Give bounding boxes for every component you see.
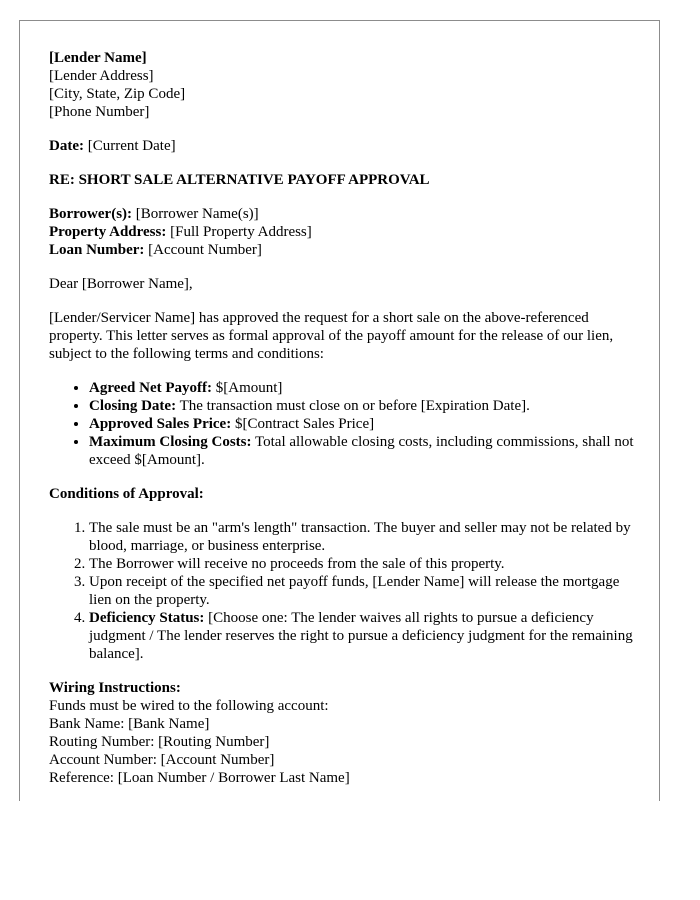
lender-address: [Lender Address]	[49, 68, 154, 84]
term-label: Closing Date:	[89, 398, 177, 414]
terms-list-item	[89, 415, 634, 433]
wiring-bank-name: Bank Name: [Bank Name]	[49, 716, 210, 732]
wiring-routing-number: Routing Number: [Routing Number]	[49, 734, 270, 750]
wiring-block	[49, 679, 634, 787]
term-text: $[Contract Sales Price]	[234, 416, 375, 432]
wiring-reference: Reference: [Loan Number / Borrower Last Name]	[49, 770, 350, 786]
terms-list	[49, 379, 634, 469]
condition-item	[89, 609, 634, 663]
conditions-list	[49, 519, 634, 663]
subject-text: RE: SHORT SALE ALTERNATIVE PAYOFF APPROVAL	[49, 172, 430, 188]
loan-number-label: Loan Number:	[49, 242, 145, 258]
loan-info-block	[49, 205, 634, 259]
date-label: Date:	[49, 138, 84, 154]
term-text: Total allowable closing costs, including commissions, shall not exceed $[Amount].	[89, 434, 634, 468]
term-text: The transaction must close on or before [Expiration Date].	[179, 398, 530, 414]
condition-text: The sale must be an "arm's length" transaction. The buyer and seller may not be related by blood, marriage, or business enterprise.	[89, 520, 631, 554]
letter-content	[49, 49, 634, 787]
lender-block	[49, 49, 634, 121]
salutation: Dear [Borrower Name],	[49, 276, 193, 292]
borrower-value: [Borrower Name(s)]	[135, 206, 259, 222]
condition-label: Deficiency Status:	[89, 610, 205, 626]
condition-text: The Borrower will receive no proceeds from the sale of this property.	[89, 556, 505, 572]
lender-phone: [Phone Number]	[49, 104, 150, 120]
date-line	[49, 137, 634, 155]
condition-item	[89, 519, 634, 555]
lender-name: [Lender Name]	[49, 50, 147, 66]
terms-list-item	[89, 379, 634, 397]
term-text: $[Amount]	[215, 380, 283, 396]
condition-text: [Choose one: The lender waives all rights to pursue a deficiency judgment / The lender reserves the right to pursue a deficiency judgment for the remaining balance].	[89, 610, 633, 662]
borrower-label: Borrower(s):	[49, 206, 133, 222]
wiring-heading: Wiring Instructions:	[49, 680, 181, 696]
loan-number-value: [Account Number]	[148, 242, 262, 258]
condition-item	[89, 555, 634, 573]
condition-item	[89, 573, 634, 609]
date-value: [Current Date]	[87, 138, 176, 154]
conditions-heading-text: Conditions of Approval:	[49, 486, 204, 502]
property-value: [Full Property Address]	[170, 224, 312, 240]
subject-line	[49, 171, 634, 189]
condition-text: Upon receipt of the specified net payoff funds, [Lender Name] will release the mortgage lien on the property.	[89, 574, 620, 608]
term-label: Approved Sales Price:	[89, 416, 232, 432]
property-label: Property Address:	[49, 224, 167, 240]
lender-city-state-zip: [City, State, Zip Code]	[49, 86, 186, 102]
conditions-heading	[49, 485, 634, 503]
term-label: Agreed Net Payoff:	[89, 380, 213, 396]
term-label: Maximum Closing Costs:	[89, 434, 252, 450]
terms-list-item	[89, 433, 634, 469]
letter-page	[19, 20, 660, 801]
wiring-intro: Funds must be wired to the following account:	[49, 698, 329, 714]
intro-paragraph: [Lender/Servicer Name] has approved the request for a short sale on the above-referenced property. This letter serves as formal approval of the payoff amount for the release of our lien, subject to the following terms and conditions:	[49, 310, 614, 362]
wiring-account-number: Account Number: [Account Number]	[49, 752, 275, 768]
terms-list-item	[89, 397, 634, 415]
